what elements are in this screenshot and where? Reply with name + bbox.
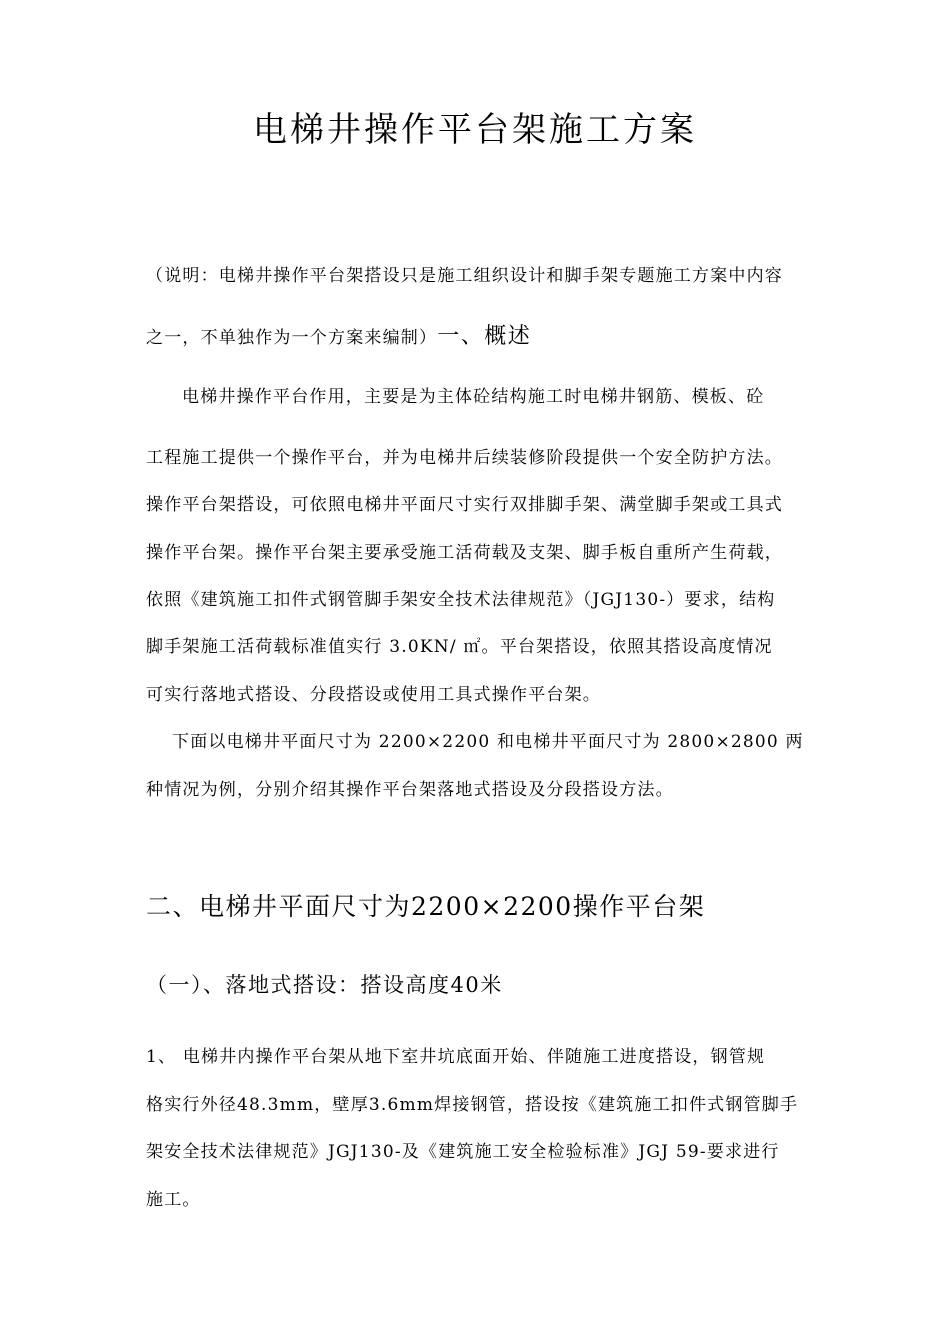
- note-line-2-text: 之一，不单独作为一个方案来编制）: [146, 328, 438, 348]
- overview-line-7: 可实行落地式搭设、分段搭设或使用工具式操作平台架。: [146, 685, 601, 705]
- section-heading-overview: 一、概述: [437, 324, 532, 349]
- overview-para2-line-2: 种情况为例，分别介绍其操作平台架落地式搭设及分段搭设方法。: [146, 780, 674, 800]
- item1-line-4: 施工。: [146, 1190, 201, 1210]
- item1-line-2: 格实行外径48.3mm，壁厚3.6mm焊接钢管，搭设按《建筑施工扣件式钢管脚手: [146, 1095, 799, 1115]
- note-line-1: （说明：电梯井操作平台架搭设只是施工组织设计和脚手架专题施工方案中内容: [146, 266, 783, 286]
- overview-para2-line-1: 下面以电梯井平面尺寸为 2200×2200 和电梯井平面尺寸为 2800×2800 两: [172, 732, 804, 752]
- overview-line-2: 工程施工提供一个操作平台，并为电梯井后续装修阶段提供一个安全防护方法。: [146, 448, 783, 468]
- item1-line-3: 架安全技术法律规范》JGJ130-及《建筑施工安全检验标准》JGJ 59-要求进行: [146, 1142, 780, 1162]
- overview-line-3: 操作平台架搭设，可依照电梯井平面尺寸实行双排脚手架、满堂脚手架或工具式: [146, 495, 783, 515]
- document-title: 电梯井操作平台架施工方案: [253, 110, 697, 150]
- overview-line-6: 脚手架施工活荷载标准值实行 3.0KN/ ㎡。平台架搭设，依照其搭设高度情况: [146, 637, 773, 657]
- overview-line-4: 操作平台架。操作平台架主要承受施工活荷载及支架、脚手板自重所产生荷载，: [146, 543, 783, 563]
- section-heading-2: 二、电梯井平面尺寸为2200×2200操作平台架: [146, 892, 706, 921]
- overview-line-1: 电梯井操作平台作用，主要是为主体砼结构施工时电梯井钢筋、模板、砼: [182, 387, 765, 407]
- note-line-2: [146, 326, 531, 349]
- overview-line-5: 依照《建筑施工扣件式钢管脚手架安全技术法律规范》（JGJ130-）要求，结构: [146, 590, 776, 610]
- subsection-heading-1: （一）、落地式搭设：搭设高度40米: [146, 973, 503, 997]
- item1-line-1: 1、 电梯井内操作平台架从地下室井坑底面开始、伴随施工进度搭设，钢管规: [146, 1047, 766, 1067]
